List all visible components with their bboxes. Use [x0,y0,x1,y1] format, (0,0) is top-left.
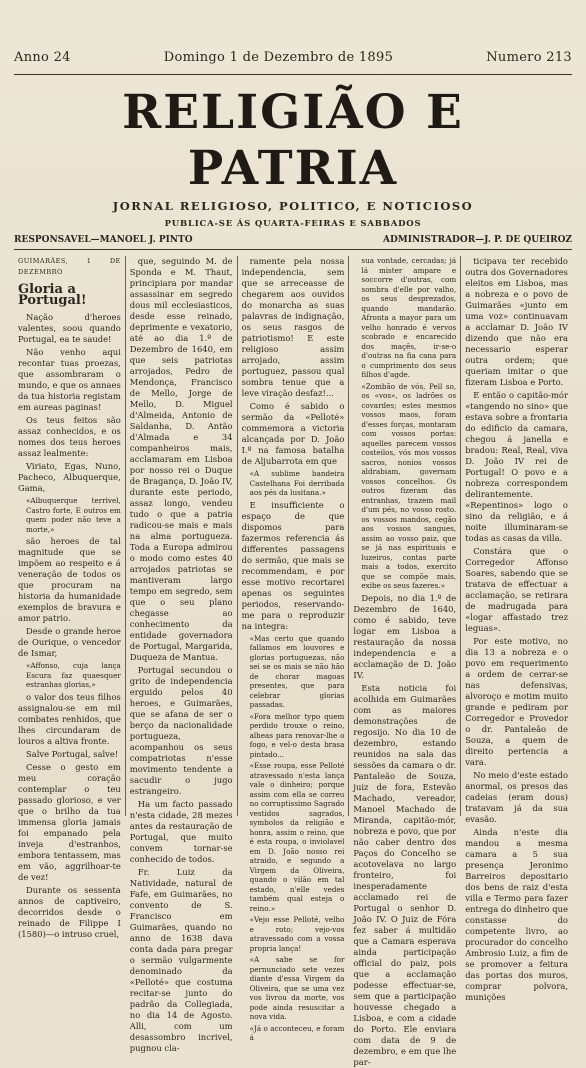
paragraph: Desde o grande heroe de Ourique, o vencedor de Ismar, [18,626,121,658]
paragraph: o valor dos teus filhos assignalou-se em mil combates renhidos, que lhes circundaram de louros a altiva fronte. [18,691,121,746]
issue-header [14,0,572,75]
paragraph: Ainda n'este dia mandou a mesma camara a 5 sua presença Jeronimo Barreiros depositario dos bens de raiz d'esta villa e Termo para fazer entrega do dinheiro que constasse do competente livro, ao procurador do concelho Ambrosio Luiz, a fim de se promover a feitura das portas dos muros, comprar polvora, munições [465,827,568,1002]
quote-text: «Já o acconteceu, e foram á [249,1023,345,1042]
paragraph: E insufficiente o espaço de que dispomos para fazermos referencia ás differentes passagens do sermão, que mais se recommendam, e por esse motivo recortarei apenas os seguintes periodos, reservando-me para o reproduzir na integra: [241,499,345,631]
paragraph: Cesse o gesto em meu coração contemplar o teu passado glorioso, e ver que o brilho da tua immensa gloria jamais foi empanado pela inveja d'estranhos, embora tentassem, mas em vão, aggrilhoar-te de vez! [18,761,121,882]
issue-number: Numero 213 [486,50,572,65]
paragraph: Os teus feitos são assaz conhecidos, e os nomes dos teus heroes assaz lealmente: [18,415,121,458]
quote-text: «A sabe se for pernunciado sete vezes diante d'essa Virgem da Oliveira, que se uma vez vos livrou da morte, vos pode ainda resuscitar a nova vida. [249,955,345,1021]
masthead-title: RELIGIÃO E PATRIA [122,85,464,196]
paragraph: Viriato, Egas, Nuno, Pacheco, Albuquerque, Gama, [18,461,121,493]
paragraph: Portugal secundou o grito de independencia erguido pelos 40 heroes, e Guimarães, que se afana de ser o berço da nacionalidade portugueza, acompanhou os seus compatriotas n'esse movimento tendente a sacudir o jugo estrangeiro. [129,665,233,796]
quote-text: «Zombão de vós, Pell so, os «vos», os ladrões os covardes; estes mesmos vossos maos, foram d'esses forças, montaram com vossos portas: aquelles parecem vossos costeilos, vós mos vossos sacros, nonios vossos aldrabiam, governam vossos concelhos. Os outros fizeram das entranhas, trazem mail d'um pés, no vosso rosto. os vossos mandos, cegão aos vossos sangues, assim ao vosso paiz, que se já nas espirituais e luzeiros, contas parte mais a todos, exercito que se compõe mais, exibe os seus fazeres.» [361,381,457,590]
quote-text: sua vontade, cercadas; já lá mister ampare e soccorre d'outras, com sombra d'elle por valho, os seus desprezados, quando mandarão. Afronta a mayor para um velho honrado é vervos scobrado e encarecido dos maçês, ir-se-o d'outras na fia cana para o cumprimento dos seus filhos d'agde. [361,256,457,379]
column-3 [238,256,350,1042]
article-heading: Gloria a Portugal! [18,282,87,308]
paragraph: Constára que o Corregedor Affonso Soares, sabendo que se tratava de effectuar a acclamação, se retirara de madrugada para «logar affastado trez leguas». [465,546,568,633]
paragraph: que, seguindo M. de Sponda e M. Thaut, principiara por mandar assassinar em segredo dous mil ecclesiasticos, desde esse reinado, deprimente e vexatorio, até ao dia 1.º de Dezembro de 1640, em que seis patriotas arrojados, Pedro de Mendonça, Francisco de Mello, Jorge de Mello, D. Miguel d'Almeida, Antonio de Saldanha, D. Antão d'Almada e 34 companheiros mais, acclamaram em Lisboa por nosso rei o Duque de Bragança, D. João IV, durante este periodo, assaz longo, vendeu tudo o que a patria radicou-se mais e mais na alma portugueza. Toda a Europa admirou o modo como estes 40 arrojados patriotas se mantiveram largo tempo em segredo, sem que o seu plano chegasse ao conhecimento da entidade governadora de Portugal, Margarida, Duqueza de Mantua. [129,256,233,662]
paragraph: Durante os sessenta annos de captiveiro, decorridos desde o reinado de Filippe I (1580)—o intruso cruel, [18,884,121,939]
paragraph: são heroes de tal magnitude que se impõem ao respeito e á veneração de todos os que procuram na historia da humanidade exemplos de bravura e amor patrio. [18,536,121,623]
column-2 [126,256,238,1053]
article-dateline: GUIMARÃES, 1 DE DEZEMBRO [18,257,121,276]
quote-text: «Albuquerque terrivel, Castro forte, E outros em quem poder não teve a morte,» [26,496,121,534]
paragraph: Ha um facto passado n'esta cidade, 28 mezes antes da restauração de Portugal, que muito convem tornar-se conhecido de todos. [129,799,233,864]
paragraph: ramente pela nossa independencia, sem que se arreceasse de chegarem aos ouvidos do monarcha as suas palavras de indignação, os seus rasgos de patriotismo! E este religioso assim arrojado, assim portuguez, passou qual sombra tenue que a leve viração desfaz!... [241,256,345,398]
paragraph: Fr. Luiz da Natividade, natural de Fafe, em Guimarães, no convento de S. Francisco em Guimarães, quando no anno de 1638 dava conta dada para pregar o sermão vulgarmente denominado da «Pelloté» que costuma recitar-se junto do padrão da Collegiada, no dia 14 de Agosto. Alli, com um desassombro incrivel, pugnou cla- [129,867,233,1053]
paragraph: Esta noticia foi acolhida em Guimarães com as maiores demonstrações de regosijo. No dia 10 de dezembro, estando reunidos na sala das sessões da camara o dr. Pantaleão de Souza, juiz de fora, Estevão Machado, vereador, Manoel Machado de Miranda, capitão-mór, nobreza e povo, que por não caber dentro dos Paços do Concelho se acotovelava no largo fronteiro, foi inesperadamente acclamado rei de Portugal o senhor D. João IV. O Juiz de Fóra fez saber á multidão que a Camara esperava ainda participação official do paiz, pois que a acclamação podesse effectuar-se, sem que a participação houvesse chegado a Lisboa, e com a cidade do Porto. Ele enviara com data de 9 de dezembro, e em que lhe par- [353,682,457,1067]
paragraph: Como é sabido o sermão da «Pelloté» commemora a victoria alcançada por D. João I.º na famosa batalha de Aljubarrota em que [241,401,345,466]
paragraph: Não venho aqui recontar tuas proezas, que assombraram o mundo, e que os annaes da tua historia registam em aureas paginas! [18,347,121,412]
masthead-subtitle: JORNAL RELIGIOSO, POLITICO, E NOTICIOSO [112,199,474,213]
staff-line [14,235,572,250]
paragraph: ticipava ter recebido outra dos Governadores eleitos em Lisboa, mas a nobreza e o povo de Guimarães «junto em uma voz» continuavam a acclamar D. João IV dizendo que não era necessario esperar outra ordem; que queriam imitar o que fizeram Lisboa e Porto. [465,256,568,387]
quote-text: «Affonso, cuja lança Escura faz quaesquer estranhas glorias,» [26,661,121,689]
quote-text: «A sublime bandeira Castelhana Foi derribada aos pés da lusitana.» [249,469,345,497]
issue-year: Anno 24 [14,50,71,65]
quote-text: «Esse roupa, esse Pelloté atravessado n'esta lança vale o dinheiro; porque assim com ella se correu no corruptissimo Sagrado vestidos sagrados, symbolos da religião e honra, assim o reino, que é esta roupa, o inviolavel em D. João nosso rei atraido, e segundo a Virgem da Oliveira, quando o vilão em tal estado, n'elle vedes também qual esteja o reino.» [249,761,345,913]
editor-credit: RESPONSAVEL—MANOEL J. PINTO [14,235,193,245]
article-columns [14,256,572,1067]
quote-text: «Vejo esse Pelloté, velho e roto; vejo-vos atravessado com a vossa propria lança! [249,915,345,953]
paragraph: No meio d'este estado anormal, os presos das cadeias (eram dous) tratavam já da sua evasão. [465,770,568,824]
column-4 [349,256,461,1067]
quote-text: «Mas certo que quando fallamos em louvores e glorias portuguezas, não sei se os mais se não hão de chorar magoas presentes, que para celebrar glorias passadas. [249,633,345,709]
sermon-quote [353,256,456,591]
paragraph: Por este motivo, no dia 13 a nobreza e o povo em requerimento a ordem de cerrar-se nas defensivas, alvoroço e motim muito grande e pediram por Corregedor e Provedor o dr. Pantaleão de Souza, a quem de direito pertencia a vara. [465,636,568,767]
paragraph: Nação d'heroes valentes, soou quando Portugal, ea te saude! [18,312,121,344]
paragraph: Salve Portugal, salve! [26,748,119,759]
admin-credit: ADMINISTRADOR—J. P. DE QUEIROZ [383,235,572,245]
paragraph: Depois, no dia 1.º de Dezembro de 1640, como é sabido, teve logar em Lisboa a restauração da nossa independencia e a acclamação de D. João IV. [353,592,457,680]
verse-quote [18,496,121,534]
column-5 [461,256,572,1002]
verse-quote [18,661,121,690]
publication-days: PUBLICA-SE ÁS QUARTA-FEIRAS E SABBADOS [164,219,422,229]
paragraph: E então o capitão-mór «tangendo no sino» que estava sobre a frontaria do edificio da camara, chegou á janella e bradou: Real, Real, viva D. João IV rei de Portugal! O povo e a nobreza correspondem delirantemente. «Repentinos» logo o sino da religião, e á noite illuminaram-se todas as casas da villa. [465,390,568,543]
column-1 [14,256,126,939]
issue-date: Domingo 1 de Dezembro de 1895 [163,50,394,65]
verse-quote [242,469,345,498]
sermon-quote [242,634,345,1043]
quote-text: «Fora melhor typo quem perdido trouxe o reino, alheas para renovar-lhe o fogo, e vel-o desta brasa pintado... [249,711,345,759]
